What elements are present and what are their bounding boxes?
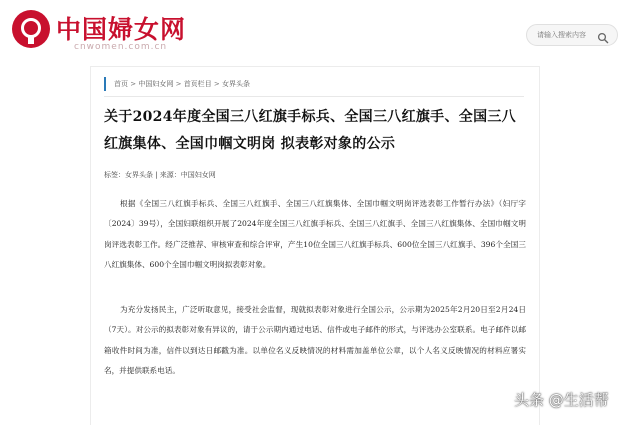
logo-text: 中国婦女网 bbox=[56, 15, 187, 44]
article-meta: 标签：女界头条 | 来源：中国妇女网 bbox=[104, 171, 216, 179]
article-title: 关于2024年度全国三八红旗手标兵、全国三八红旗手、全国三八红旗集体、全国巾帼文明岗 拟表彰对象的公示 bbox=[104, 109, 516, 152]
search-input[interactable] bbox=[537, 28, 593, 42]
site-header bbox=[0, 0, 640, 62]
article-paragraph-1: 根据《全国三八红旗手标兵、全国三八红旗手、全国三八红旗集体、全国巾帼文明岗评选表彰工作暂行办法》（妇厅字〔2024〕39号），全国妇联组织开展了2024年度全国三八红旗手标兵、全国三八红旗手、全国三八红旗集体、全国巾帼文明岗评选表彰工作。经广泛推荐、审核审查和综合评审，产生10位全国三八红旗手标兵、600位全国三八红旗手、396个全国三八红旗集体、600个全国巾帼文明岗拟表彰对象。 bbox=[104, 199, 526, 269]
logo-domain: cnwomen.com.cn bbox=[74, 42, 168, 52]
search-box bbox=[526, 24, 618, 46]
logo-emblem-icon bbox=[12, 10, 50, 48]
search-icon[interactable] bbox=[597, 29, 609, 41]
divider bbox=[104, 96, 524, 97]
article-paragraph-2: 为充分发扬民主，广泛听取意见，接受社会监督，现就拟表彰对象进行全国公示，公示期为2025年2月20日至2月24日（7天）。对公示的拟表彰对象有异议的，请于公示期内通过电话、信件或电子邮件的形式，与评选办公室联系。电子邮件以邮箱收件时间为准，信件以到达日邮戳为准。以单位名义反映情况的材料需加盖单位公章，以个人名义反映情况的材料应署实名，并提供联系电话。 bbox=[104, 305, 526, 375]
breadcrumb-separator: > bbox=[213, 80, 220, 88]
breadcrumb-separator: > bbox=[175, 80, 182, 88]
breadcrumb-section[interactable]: 首页栏目 bbox=[183, 80, 212, 88]
breadcrumb-category[interactable]: 女界头条 bbox=[222, 80, 251, 88]
site-logo[interactable] bbox=[12, 6, 202, 58]
breadcrumb-home[interactable]: 首页 bbox=[114, 80, 128, 88]
breadcrumb bbox=[104, 77, 250, 91]
breadcrumb-cnwomen[interactable]: 中国妇女网 bbox=[138, 80, 174, 88]
watermark: 头条 @生活帮 bbox=[514, 391, 609, 409]
breadcrumb-separator: > bbox=[130, 80, 137, 88]
